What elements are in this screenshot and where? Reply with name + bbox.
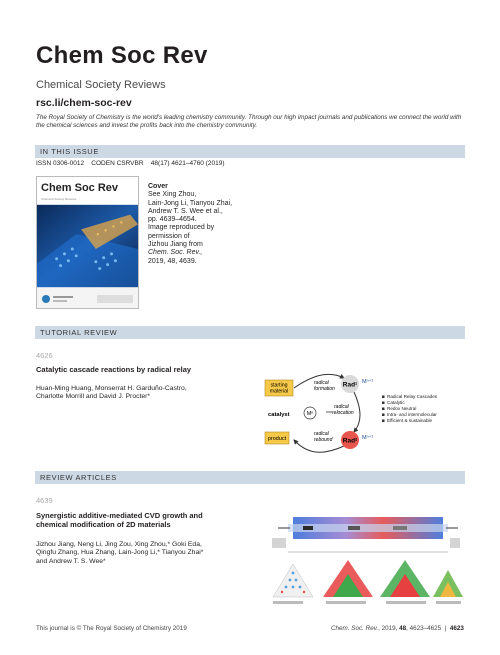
- cover-line: permission of: [148, 232, 190, 240]
- starting-material-label: material: [269, 388, 289, 395]
- journal-url[interactable]: rsc.li/chem-soc-rev: [36, 97, 132, 109]
- cover-label: Cover: [148, 183, 168, 190]
- cvd-growth-figure: [268, 512, 464, 610]
- author-line: Charlotte Morrill and David J. Procter*: [36, 393, 151, 401]
- footer-copyright: This journal is © The Royal Society of Chemistry 2019: [36, 625, 187, 632]
- section-heading: TUTORIAL REVIEW: [40, 328, 118, 337]
- rad2-label: Rad²: [342, 437, 358, 445]
- figure-bullet: Redox Neutral: [387, 406, 417, 411]
- article-page-number: 4639: [36, 496, 53, 505]
- catalyst-label: catalyst: [268, 412, 290, 418]
- footer-volume: 48: [399, 625, 407, 632]
- section-heading: REVIEW ARTICLES: [40, 473, 117, 482]
- article-page-number: 4626: [36, 351, 53, 360]
- cover-mini-title: Chem Soc Rev: [41, 182, 119, 194]
- mn-label: Mⁿ: [306, 411, 314, 417]
- radical-formation-label: radical: [314, 380, 329, 386]
- figure-bullet: Radical Relay Cascades: [387, 394, 438, 399]
- starting-material-label: starting: [270, 382, 288, 389]
- author-line: and Andrew T. S. Wee*: [36, 557, 106, 565]
- section-tutorial-review: [35, 326, 465, 339]
- cover-line: Image reproduced by: [148, 224, 215, 232]
- cover-image[interactable]: [36, 176, 139, 309]
- article-authors: [36, 541, 203, 566]
- radical-rebound-label: rebound: [314, 437, 333, 443]
- footer-page-number: 4623: [449, 625, 464, 632]
- issn: ISSN 0306-0012: [36, 160, 85, 167]
- footer-journal: Chem. Soc. Rev.: [331, 625, 379, 632]
- cover-line: Chem. Soc. Rev.,: [148, 249, 203, 257]
- section-heading: IN THIS ISSUE: [40, 147, 99, 156]
- heterostructure-triangles: [273, 560, 463, 597]
- author-line: Qingfu Zhang, Hua Zhang, Lain-Jong Li,* Tianyou Zhai*: [36, 549, 204, 557]
- issue-info: 48(17) 4621–4760 (2019): [150, 160, 225, 167]
- coden: CODEN CSRVBR: [91, 160, 144, 167]
- journal-subtitle: Chemical Society Reviews: [36, 79, 166, 91]
- article-title[interactable]: [36, 511, 203, 529]
- mn1-label: Mⁿ⁺¹: [362, 379, 374, 385]
- author-line: Huan-Ming Huang, Monserrat H. Garduño-Castro,: [36, 385, 187, 392]
- article-authors: [36, 385, 187, 402]
- cover-line: Andrew T. S. Wee et al.,: [148, 207, 223, 215]
- footer-pages: , 4623–4625: [406, 625, 442, 632]
- author-line: Jizhou Jiang, Neng Li, Jing Zou, Xing Zhou,* Goki Eda,: [36, 541, 202, 548]
- article-title[interactable]: Catalytic cascade reactions by radical relay: [36, 365, 192, 374]
- article-title-line: chemical modification of 2D materials: [36, 520, 171, 529]
- radical-relay-figure: [262, 370, 467, 458]
- cover-line: pp. 4639–4654.: [148, 216, 197, 224]
- cover-artwork: [37, 204, 138, 288]
- cover-header: [37, 177, 138, 204]
- figure-bullet: Efficient & sustainable: [387, 418, 433, 423]
- radical-relocation-label: radical: [334, 404, 349, 410]
- radical-relocation-label: relocation: [332, 410, 354, 416]
- section-in-this-issue: [35, 145, 465, 158]
- figure-bullet: Catalytic: [387, 400, 405, 405]
- cover-line: Lain-Jong Li, Tianyou Zhai,: [148, 199, 233, 207]
- product-label: product: [267, 436, 287, 442]
- footer-year: , 2019,: [378, 625, 398, 632]
- journal-title: Chem Soc Rev: [36, 42, 208, 69]
- cover-caption: [148, 183, 243, 266]
- footer-citation: Chem. Soc. Rev., 2019, 48, 4623–4625 | 4623: [331, 625, 464, 632]
- journal-blurb: The Royal Society of Chemistry is the world's leading chemistry community. Through our high impact journals and publications we connect the world with the chemical sciences and invest the profits back into the chemistry community.: [36, 114, 462, 130]
- issn-line: [36, 160, 225, 167]
- cover-line: 2019, 48, 4639.: [148, 257, 197, 265]
- cover-mini-subtitle: Chemical Society Reviews: [41, 197, 77, 201]
- cover-line: Jizhou Jiang from: [148, 241, 203, 249]
- section-review-articles: [35, 471, 465, 484]
- radical-formation-label: formation: [314, 386, 335, 392]
- mn1-label-2: Mⁿ⁺¹: [362, 435, 374, 441]
- cover-footer: [37, 288, 138, 309]
- cover-line: See Xing Zhou,: [148, 191, 197, 199]
- radical-rebound-label: radical: [314, 431, 329, 437]
- figure-bullet: Intra- and intermolecular: [387, 412, 437, 417]
- article-title-line: Synergistic additive-mediated CVD growth and: [36, 511, 203, 520]
- rad1-label: Rad¹: [342, 381, 358, 389]
